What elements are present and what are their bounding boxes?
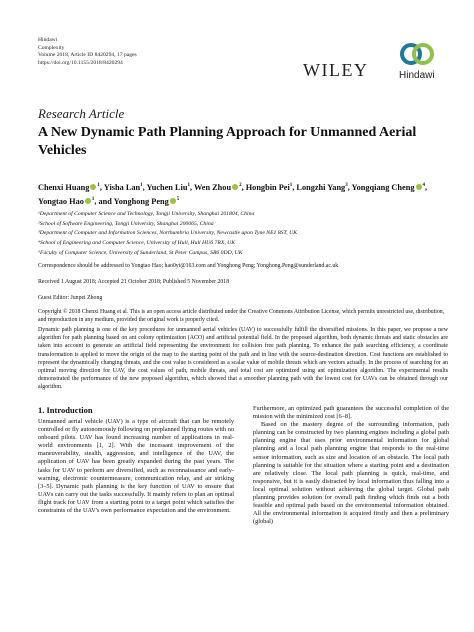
author-name: Chenxi Huang [38, 182, 90, 192]
volume-info: Volume 2018, Article ID 8420294, 17 pages [38, 52, 137, 59]
affiliation: ⁴School of Engineering and Computer Science, University of Hull, Hull HU6 7RX, UK [38, 240, 236, 247]
author-affiliation-number: 1 [140, 183, 143, 188]
body-column-left [38, 418, 234, 515]
paragraph: Based on the mastery degree of the surrounding information, path planning can be constructed by two planning engines including a global path planning engine that uses prior environmental information for global planning and a local path planning engine that responds to the real-time sensor information, such as size and location of an obstacle. The local path planning is suitable for the situation where a starting point and a destination are relatively close. The local path planning is quick, real-time, and responsive, but it is easily distracted by local information thus falling into a local optimal solution without achieving the global target. Global path planning provides solution for overall path finding which finds out a both feasible and optimal path based on the environmental information obtained. All the environmental information is acquired firstly and then a preliminary (global) [253, 421, 449, 526]
author-name: Yongtao Hao [38, 196, 84, 206]
copyright-notice: Copyright © 2018 Chenxi Huang et al. This is an open access article distributed under the Creative Commons Attribution License, which permits unrestricted use, distribution, and reproduction in any medium, provided the original work is properly cited. [38, 309, 445, 323]
author-name: Yuchen Liu [146, 182, 188, 192]
author-name: and Yonghong Peng [98, 196, 169, 206]
doi-link[interactable]: https://doi.org/10.1155/2018/8420294 [38, 59, 123, 66]
author-name: Yisha Lan [103, 182, 141, 192]
affiliation: ⁵Faculty of Computer Science, University of Sunderland, St Peter Campus, SR6 0DD, UK [38, 249, 243, 256]
author-name: Longzhi Yang [296, 182, 346, 192]
author-name: Hongbin Pei [245, 182, 290, 192]
affiliation: ³Department of Computer and Information Sciences, Northumbria University, Newcastle upon Tyne NE1 8ST, UK [38, 230, 297, 237]
author-list: Chenxi Huang $^1$, Yisha Lan$^1$, Yuchen Liu$^1$, Wen Zhou $^2$, Hongbin Pei$^1$, Longzhi Yang$^3$, Yongqiang Cheng $^4$, Yongtao Hao $^1$, and Yonghong Peng $^5$ [38, 182, 428, 206]
orcid-icon[interactable] [90, 184, 96, 190]
guest-editor: Guest Editor: Junpei Zhong [38, 295, 103, 301]
publisher-name: Hindawi [38, 37, 58, 43]
orcid-icon[interactable] [232, 184, 238, 190]
paragraph: Unmanned aerial vehicle (UAV) is a type of aircraft that can be remotely controlled or fly autonomously following on preplanned flying routes with no onboard pilots. UAV has found increasing number of applications in real-world environments [1, 2]. With the incessant improvement of the maneuverability, stealth, aggression, and intelligence of the UAV, the application of UAV has been greatly expanded during the past years. The tasks for UAV to perform are diversified, such as reconnaissance and early-warning, electronic countermeasure, communication relay, and air striking [3–5]. Dynamic path planning is the key function of UAV to ensure that UAVs can carry out the tasks successfully. It mainly refers to plan an optimal flight track for UAV from a starting point to a target point which satisfies the constraints of the UAV's own performance expectation and the environment. [38, 418, 234, 515]
author-affiliation-number: 1 [97, 183, 100, 188]
hindawi-wordmark: Hindawi [399, 70, 435, 81]
article-type: Research Article [38, 106, 125, 121]
article-title: A New Dynamic Path Planning Approach for Unmanned Aerial Vehicles [38, 125, 417, 158]
author-name: Yongqiang Cheng [351, 182, 415, 192]
orcid-icon[interactable] [170, 198, 176, 204]
author-affiliation-number: 1 [289, 183, 293, 188]
author-affiliation-number: 3 [345, 183, 348, 188]
journal-name: Complexity [38, 44, 65, 51]
author-affiliation-number: 4 [422, 183, 425, 188]
correspondence: Correspondence should be addressed to Yongtao Hao; hao0yt@163.com and Yonghong Peng; Yonghong.Peng@sunderland.ac.uk [38, 263, 339, 269]
author-affiliation-number: 2 [239, 183, 242, 188]
orcid-icon[interactable] [416, 184, 422, 190]
journal-info [38, 37, 137, 67]
abstract: Dynamic path planning is one of the key procedures for unmanned aerial vehicles (UAV) to successfully fulfill the diversified missions. In this paper, we propose a new algorithm for path planning based on ant colony optimization (ACO) and artificial potential field. In the proposed algorithm, both dynamic threats and static obstacles are taken into account to generate an artificial field representing the environment for collision free path planning. To enhance the path searching efficiency, a coordinate transformation is applied to move the origin of the map to the starting point of the path and in line with the source-destination direction. Cost functions are established to represent the dynamically changing threats, and the cost value is considered as a scalar value of mobile threats which are vectors actually. In the process of searching for an optimal moving direction for UAV, the cost values of path, mobile threats, and total cost are optimized using ant optimization algorithm. The experimental results demonstrated the performance of the new proposed algorithm, which showed that a smoother planning path with the lowest cost for UAVs can be obtained through our algorithm. [38, 327, 448, 391]
author-name: Wen Zhou [193, 182, 232, 192]
affiliation: ²School of Software Engineering, Tongji University, Shanghai 200065, China [38, 220, 214, 227]
author-affiliation-number: 1 [91, 196, 95, 202]
wiley-logo: WILEY [303, 60, 369, 80]
publication-dates: Received 1 August 2018; Accepted 21 October 2018; Published 5 November 2018 [38, 279, 230, 285]
paragraph: Furthermore, an optimized path guarantees the successful completion of the mission with the minimized cost [6–8]. [253, 405, 449, 421]
author-affiliation-number: 5 [176, 196, 180, 202]
author-affiliation-number: 1 [187, 183, 190, 188]
body-column-right [253, 405, 449, 526]
section-heading: 1. Introduction [38, 405, 93, 415]
orcid-icon[interactable] [85, 198, 91, 204]
affiliation-list [38, 210, 448, 259]
affiliation: ¹Department of Computer Science and Technology, Tongji University, Shanghai 201804, China [38, 211, 255, 217]
